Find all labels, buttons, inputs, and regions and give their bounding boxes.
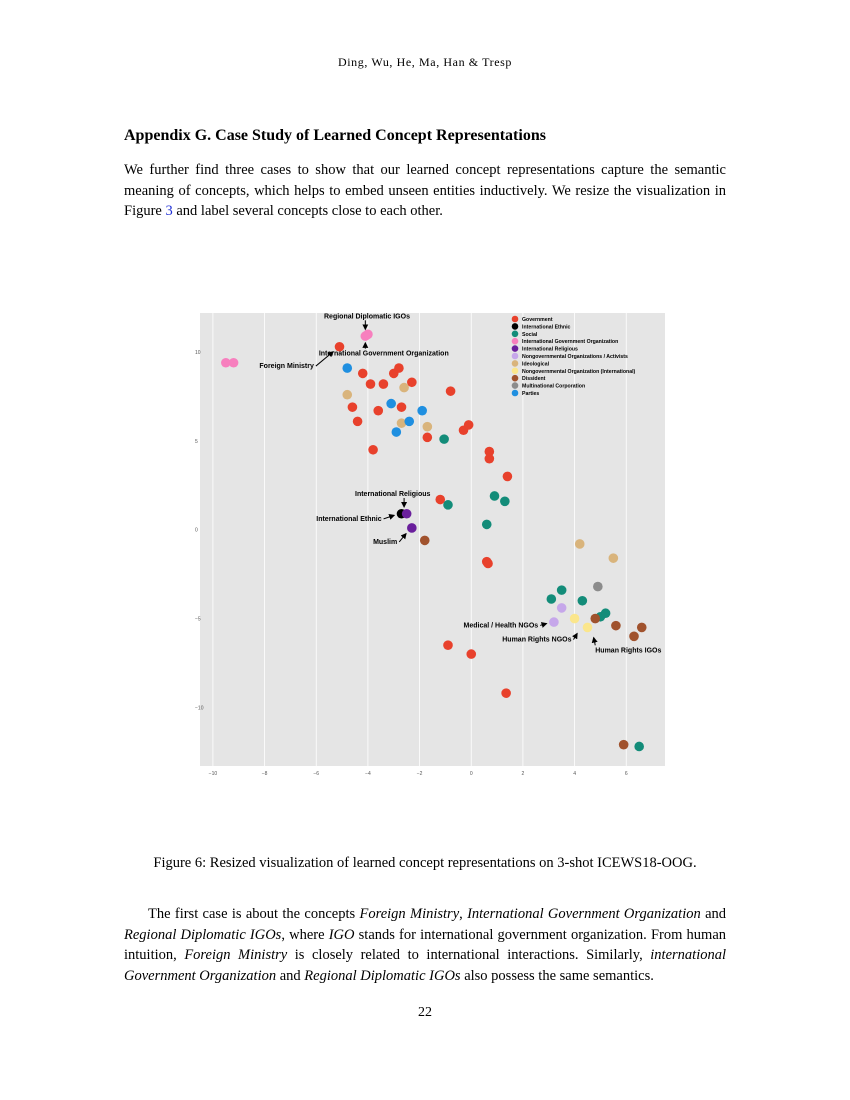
- data-point: [439, 434, 449, 444]
- data-point: [634, 742, 644, 752]
- annotation-label: Muslim: [373, 538, 398, 546]
- data-point: [353, 417, 363, 427]
- figure-caption: Figure 6: Resized visualization of learned concept representations on 3-shot ICEWS18-OOG.: [153, 855, 697, 871]
- data-point: [397, 402, 407, 412]
- x-tick-label: 2: [521, 771, 525, 777]
- running-head: Ding, Wu, He, Ma, Han & Tresp: [337, 55, 513, 69]
- legend-label: Social: [522, 331, 538, 338]
- emphasis: IGO: [328, 926, 355, 943]
- data-point: [435, 495, 445, 505]
- data-point: [601, 608, 611, 618]
- data-point: [611, 621, 621, 631]
- intro-text-2: and label several concepts close to each other.: [172, 203, 443, 219]
- data-point: [373, 406, 383, 416]
- data-point: [446, 386, 456, 396]
- section-heading: Appendix G. Case Study of Learned Concept Representations: [124, 127, 546, 144]
- data-point: [557, 603, 567, 613]
- data-point: [547, 594, 557, 604]
- emphasis: Foreign Ministry: [359, 906, 460, 922]
- annotation-label: International Religious: [355, 490, 431, 498]
- legend-label: Dissident: [522, 376, 546, 383]
- data-point: [583, 623, 593, 633]
- x-tick-label: −2: [416, 771, 423, 777]
- annotation-label: International Ethnic: [316, 515, 382, 523]
- data-point: [637, 623, 647, 633]
- intro-paragraph: [124, 160, 726, 222]
- text-run: ,: [459, 906, 468, 922]
- data-point: [379, 379, 389, 389]
- data-point: [368, 445, 378, 455]
- data-point: [570, 614, 580, 624]
- legend-marker: [512, 360, 519, 367]
- data-point: [420, 536, 430, 546]
- legend-marker: [512, 345, 519, 352]
- legend-marker: [512, 316, 519, 323]
- legend-label: Government: [522, 317, 553, 323]
- data-point: [500, 497, 510, 507]
- legend-marker: [512, 375, 519, 382]
- data-point: [549, 617, 559, 627]
- data-point: [423, 433, 433, 443]
- data-point: [394, 363, 404, 373]
- emphasis: Regional Diplomatic IGOs: [304, 967, 461, 984]
- legend-label: International Ethnic: [522, 324, 571, 331]
- page-number: 22: [418, 1005, 432, 1020]
- data-point: [485, 454, 495, 464]
- legend-marker: [512, 353, 519, 360]
- data-point: [557, 585, 567, 595]
- y-tick-label: 0: [195, 527, 198, 534]
- x-tick-label: 0: [469, 771, 473, 777]
- data-point: [342, 363, 352, 373]
- y-tick-label: −5: [195, 616, 201, 623]
- data-point: [443, 640, 453, 650]
- data-point: [399, 383, 409, 393]
- data-point: [575, 539, 585, 549]
- legend-marker: [512, 390, 519, 397]
- annotation-label: International Government Organization: [318, 350, 449, 358]
- data-point: [407, 523, 417, 533]
- legend-label: Nongovernmental Organizations / Activists: [522, 354, 628, 360]
- data-point: [578, 596, 588, 606]
- data-point: [342, 390, 352, 400]
- data-point: [348, 402, 358, 412]
- data-point: [417, 406, 427, 416]
- annotation-label: Human Rights IGOs: [595, 647, 662, 655]
- case-paragraph: [124, 904, 726, 986]
- y-tick-label: 5: [195, 438, 198, 445]
- data-point: [229, 358, 239, 368]
- x-tick-label: −10: [208, 771, 218, 777]
- data-point: [358, 369, 368, 379]
- annotation-label: Human Rights NGOs: [502, 636, 572, 644]
- scatter-chart: [195, 310, 675, 782]
- data-point: [466, 649, 476, 659]
- data-point: [363, 330, 373, 340]
- x-tick-label: −4: [365, 771, 371, 777]
- figure-6: [195, 310, 675, 787]
- data-point: [404, 417, 414, 427]
- legend-marker: [512, 368, 519, 375]
- text-run: The first case is about the concepts: [148, 906, 360, 922]
- data-point: [402, 509, 412, 519]
- data-point: [407, 377, 417, 387]
- data-point: [482, 520, 492, 530]
- data-point: [443, 500, 453, 510]
- intro-text-1: We further find three cases to show that our learned concept representations capture the semantic meaning of concepts, which helps to embed unseen entities inductively. We resize the visualization in Figure: [124, 162, 726, 219]
- legend-marker: [512, 382, 519, 389]
- legend-label: Ideological: [522, 361, 550, 368]
- data-point: [609, 553, 619, 563]
- text-run: stands for international government organization. From human intuition,: [124, 926, 727, 963]
- figure-reference-link[interactable]: 3: [165, 203, 173, 219]
- data-point: [503, 472, 513, 482]
- text-run: and: [276, 967, 305, 984]
- legend-label: International Government Organization: [522, 339, 619, 346]
- legend-label: Multinational Corporation: [522, 383, 586, 390]
- annotation-label: Medical / Health NGOs: [463, 622, 539, 630]
- legend-marker: [512, 323, 519, 330]
- x-tick-label: 6: [624, 771, 628, 777]
- data-point: [392, 427, 402, 437]
- emphasis: Foreign Ministry: [184, 947, 288, 963]
- y-tick-label: 10: [195, 350, 201, 357]
- data-point: [483, 559, 493, 569]
- emphasis: international Government Organization: [124, 947, 727, 984]
- text-run: and: [700, 906, 726, 922]
- x-tick-label: 4: [573, 771, 576, 777]
- text-run: is closely related to international interactions. Similarly,: [287, 947, 651, 963]
- annotation-label: Foreign Ministry: [259, 363, 314, 371]
- legend-label: Nongovernmental Organization (International): [522, 368, 636, 375]
- legend-label: Parties: [522, 391, 540, 397]
- annotation-label: Regional Diplomatic IGOs: [324, 313, 410, 321]
- emphasis: Regional Diplomatic IGOs: [124, 926, 282, 943]
- data-point: [490, 491, 500, 501]
- x-tick-label: −6: [313, 771, 320, 777]
- legend-marker: [512, 338, 519, 345]
- data-point: [366, 379, 376, 389]
- x-tick-label: −8: [261, 771, 268, 777]
- data-point: [619, 740, 629, 750]
- data-point: [501, 688, 511, 698]
- data-point: [590, 614, 600, 624]
- legend-label: International Religious: [522, 346, 578, 353]
- emphasis: International Government Organization: [467, 906, 701, 922]
- y-tick-label: −10: [195, 705, 204, 712]
- legend-marker: [512, 331, 519, 338]
- text-run: also possess the same semantics.: [460, 967, 654, 984]
- data-point: [629, 632, 639, 642]
- data-point: [593, 582, 603, 592]
- data-point: [464, 420, 474, 430]
- data-point: [386, 399, 396, 409]
- data-point: [423, 422, 433, 432]
- text-run: , where: [281, 926, 329, 943]
- plot-background: [200, 313, 665, 766]
